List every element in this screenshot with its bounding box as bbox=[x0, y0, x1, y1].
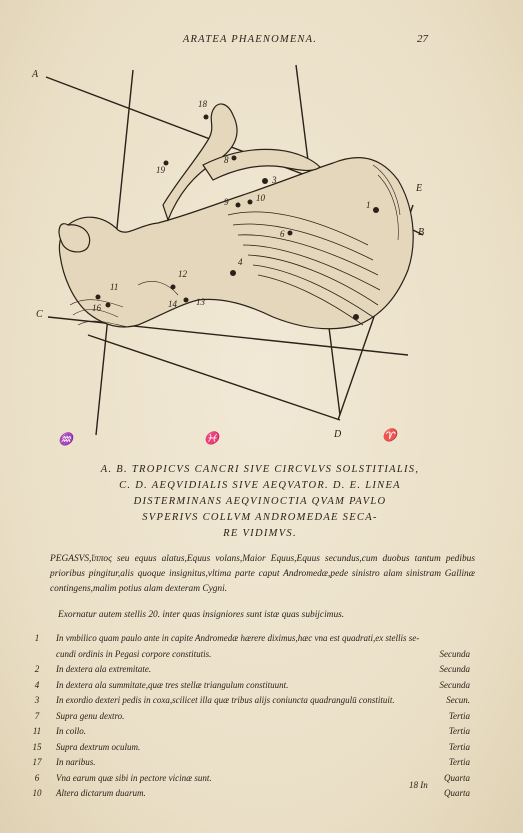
lower-line bbox=[88, 335, 340, 420]
label-e: E bbox=[416, 183, 423, 194]
star-entry: 11 In collo. Tertia bbox=[32, 726, 470, 736]
star-icon bbox=[204, 115, 209, 120]
pegasus-body bbox=[59, 158, 413, 329]
label-d: D bbox=[334, 429, 342, 440]
star-icon bbox=[232, 156, 237, 161]
star-entry: 3 In exordio dexteri pedis in coxa,scilicet illa quæ tribus alijs coniuncta quadrangulū constituit. Secun. bbox=[34, 695, 470, 705]
star-number: 6 bbox=[280, 229, 285, 239]
star-entry: 7 Supra genu dextro. Tertia bbox=[34, 710, 470, 721]
star-icon bbox=[288, 231, 293, 236]
caption-line: SVPERIVS COLLVM ANDROMEDAE SECA- bbox=[142, 512, 378, 523]
star-number: 16 bbox=[92, 303, 101, 313]
star-number: 1 bbox=[366, 200, 371, 210]
star-icon bbox=[96, 295, 101, 300]
caption-line: DISTERMINANS AEQVINOCTIA QVAM PAVLO bbox=[133, 496, 387, 507]
label-c: C bbox=[36, 309, 43, 320]
page-number: 27 bbox=[417, 33, 428, 45]
aries-icon: ♈ bbox=[382, 428, 397, 442]
pegasus-woodcut bbox=[28, 55, 448, 450]
star-entry: 4 In dextera ala summitate,quæ tres stellæ triangulum constituunt. Secunda bbox=[34, 679, 470, 690]
star-number: 9 bbox=[224, 197, 229, 207]
star-count-intro: Exornatur autem stellis 20. inter quas insigniores sunt istæ quas subijcimus. bbox=[58, 610, 345, 620]
star-number: 8 bbox=[224, 155, 229, 165]
label-a: A bbox=[32, 69, 39, 80]
running-head: ARATEA PHAENOMENA. bbox=[182, 34, 318, 45]
star-entry: 17 In naribus. Tertia bbox=[32, 757, 470, 767]
star-icon bbox=[184, 298, 189, 303]
star-number: 14 bbox=[168, 299, 177, 309]
star-entry: 10 Altera dictarum duarum. Quarta bbox=[32, 788, 470, 798]
star-list bbox=[30, 633, 470, 804]
star-number: 12 bbox=[178, 269, 187, 279]
star-icon bbox=[262, 178, 268, 184]
pisces-icon: ♓ bbox=[204, 431, 219, 445]
star-number: 19 bbox=[156, 165, 165, 175]
star-icon bbox=[353, 314, 359, 320]
star-number: 10 bbox=[256, 193, 265, 203]
star-entry: 2 In dextera ala extremitate. Secunda bbox=[34, 664, 470, 674]
star-number: 4 bbox=[238, 257, 243, 267]
star-number: 13 bbox=[196, 297, 205, 307]
star-number: 18 bbox=[198, 99, 207, 109]
pegasus-description: PEGASVS,ἵππος seu equus alatus,Equus volans,Maior Equus,Equus secundus,cum duobus tantum pedibus prioribus pingitur,alis quoque insignitus,vltima parte caput Andromedæ,pede sinistro alam sinistram Gallinæ contingens,malim potius alam dexteram Cygni. bbox=[50, 554, 475, 594]
figure-caption bbox=[40, 462, 480, 542]
catchword: 18 In bbox=[409, 780, 428, 790]
star-entry: cundi ordinis in Pegasi corpore constitutis. Secunda bbox=[56, 648, 470, 659]
caption-line: C. D. AEQVIDIALIS SIVE AEQVATOR. D. E. LINEA bbox=[119, 480, 401, 491]
star-icon bbox=[236, 203, 241, 208]
caption-line: RE VIDIMVS. bbox=[223, 528, 297, 539]
star-icon bbox=[171, 285, 176, 290]
star-number: 11 bbox=[110, 282, 119, 292]
aquarius-icon: ♒ bbox=[58, 432, 73, 446]
star-number: 3 bbox=[272, 175, 277, 185]
star-entry: 15 Supra dextrum oculum. Tertia bbox=[32, 741, 470, 752]
pegasus-illustration bbox=[28, 55, 448, 450]
star-icon bbox=[373, 207, 379, 213]
star-icon bbox=[248, 200, 253, 205]
star-icon bbox=[230, 270, 236, 276]
star-entry: 1 In vmbilico quam paulo ante in capite Andromedæ hærere diximus,hæc vna est quadrati,ex stellis se- bbox=[34, 633, 420, 643]
star-entry: 6 Vna earum quæ sibi in pectore vicinæ sunt. Quarta bbox=[34, 772, 470, 783]
star-icon bbox=[106, 303, 111, 308]
caption-line: A. B. TROPICVS CANCRI SIVE CIRCVLVS SOLSTITIALIS, bbox=[100, 464, 420, 475]
label-b: B bbox=[418, 227, 425, 238]
